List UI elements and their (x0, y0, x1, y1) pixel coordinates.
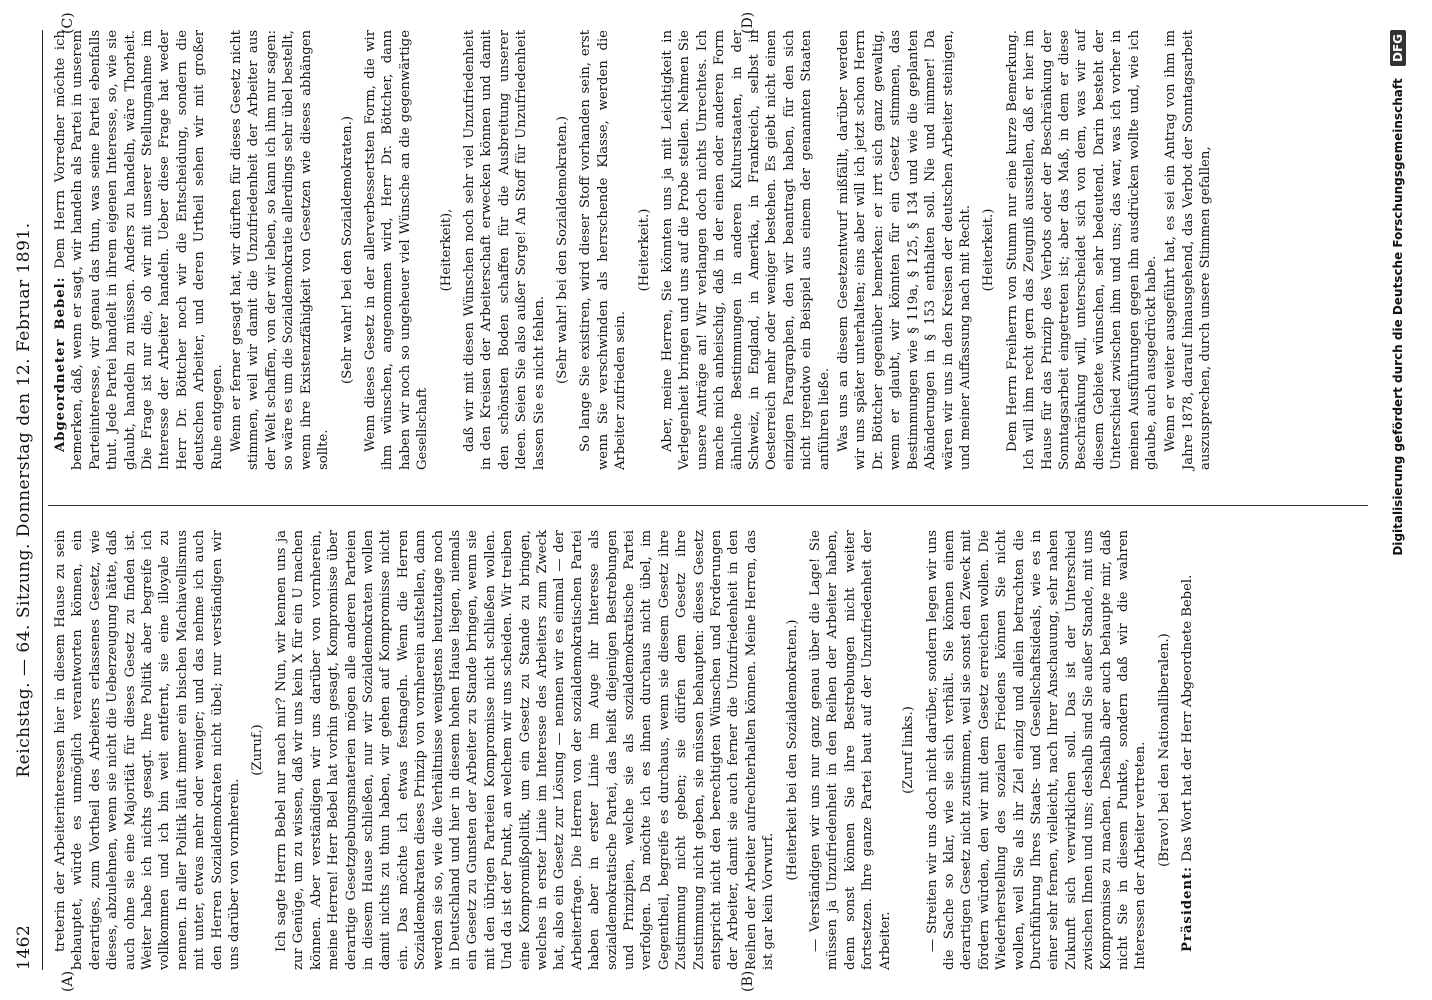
paragraph: Dem Herrn Freiherrn von Stumm nur eine kurze Bemerkung. Ich will ihm recht gern das Zeugniß ausstellen, daß er hier im Hause für das Prinzip des Verbots oder der Beschränkung der Sonntagsarbeit eingetreten ist; aber das Maß, in dem er diese Beschränkung will, unterscheidet sich von dem, was wir auf diesem Gebiete wünschen, sehr bedeutend. Darin besteht der Unterschied zwischen ihm und uns; das war, was ich vorher in meinen Ausführungen gegen ihn ausdrücken wollte und, wie ich glaube, auch ausgedrückt habe. (1004, 30, 1159, 470)
speaker-label: Präsident: (1180, 865, 1196, 952)
stage-direction: (Zuruf.) (250, 724, 266, 776)
paragraph: Ich sagte Herrn Bebel nur nach mir? Nun, wir kennen uns ja zur Genüge, um zu wissen, daß wir uns kein X für ein U machen können. Aber verständigen wir uns darüber von vornherein, meine Herren! Herr Bebel hat vorhin gesagt, Kompromisse über derartige Gesetzgebungsmaterien mögen alle anderen Parteien in diesem Hause schließen, nur wir Sozialdemokraten wollen damit nichts zu thun haben, wir gehen auf Kompromisse nicht ein. Das möchte ich etwas festnageln. Wenn die Herren Sozialdemokraten dieses Prinzip von vornherein aufstellen, dann werden sie so, wie die Verhältnisse wenigstens heutzutage noch in Deutschland und hier in diesem hohen Hause liegen, niemals ein Gesetz zu Gunsten der Arbeiter zu Stande bringen, wenn sie mit den übrigen Parteien Kompromisse nicht schließen wollen. Und da ist der Punkt, an welchem wir uns scheiden. Wir treiben eine Kompromißpolitik, um ein Gesetz zu Stande zu bringen, welches in erster Linie im Interesse des Arbeiters zum Zweck hat, also ein Gesetz zur Lösung — nennen wir es einmal — der Arbeiterfrage. Die Herren von der sozialdemokratischen Partei haben aber in erster Linie im Auge ihr Interesse als sozialdemokratische Partei, das heißt diejenigen Bestrebungen und Prinzipien, welche sie als sozialdemokratische Partei verfolgen. Da möchte ich es ihnen durchaus nicht übel, im Gegentheil, begreife es durchaus, wenn sie diesem Gesetz ihre Zustimmung nicht geben; sie dürfen dem Gesetz ihre Zustimmung nicht geben, sie müssen behaupten: dieses Gesetz entspricht nicht den berechtigten Wünschen und Forderungen der Arbeiter, damit sie auch ferner die Unzufriedenheit in den Reihen der Arbeiter aufrechterhalten können. Meine Herren, das ist gar kein Vorwurf. (273, 530, 777, 970)
paragraph: Aber, meine Herren, Sie könnten uns ja mit Leichtigkeit in Verlegenheit bringen und uns auf die Probe stellen. Nehmen Sie unsere Anträge an! Wir verlangen doch nichts Unrechtes. Ich mache mich anheischig, daß in der einen oder anderen Form ähnliche Bestimmungen in anderen Kulturstaaten, in der Schweiz, in England, in Amerika, in Frankreich, selbst in Oesterreich mehr oder weniger bestehen. Es giebt nicht einen einzigen Paragraphen, den wir beantragt haben, für den sich nicht irgendwo ein Beispiel aus einem der genannten Staaten anführen ließe. (660, 30, 832, 470)
paragraph: daß wir mit diesen Wünschen noch sehr viel Unzufriedenheit in den Kreisen der Arbeiterschaft erwecken können und damit den schönsten Boden schaffen für die Ausbreitung unserer Ideen. Seien Sie also außer Sorge! An Stoff für Unzufriedenheit lassen Sie es nicht fehlen. (461, 30, 547, 470)
speech-text: Das Wort hat der Herr Abgeordnete Bebel. (1180, 574, 1196, 862)
paragraph: treterin der Arbeiterinteressen hier in diesem Hause zu sein behauptet, würde es unmöglich verantworten können, ein derartiges, zum Vortheil des Arbeiters erlassenes Gesetz, wie dieses, abzulehnen, wenn sie nicht die Ueberzeugung hätte, daß auch ohne sie eine Majorität für dieses Gesetz zu finden ist. Weiter habe ich nichts gesagt. Ihre Politik aber begreife ich vollkommen und ich bin weit entfernt, sie eine illoyale zu nennen. In aller Politik läuft immer ein bischen Machiavellismus mit unter, etwas mehr oder weniger; und das nehme ich auch den Herren Sozialdemokraten nicht übel; nur verständigen wir uns darüber von vornherein. (53, 530, 243, 970)
speaker-label: Abgeordneter Bebel: (53, 276, 68, 452)
margin-marker-c: (C) (60, 12, 76, 34)
stage-direction: (Heiterkeit.) (636, 208, 652, 292)
margin-marker-d: (D) (740, 11, 756, 34)
stage-direction: (Heiterkeit.) (981, 208, 997, 292)
paragraph: So lange Sie existiren, wird dieser Stoff vorhanden sein, erst wenn Sie verschwinden als herrschende Klasse, werden die Arbeiter zufrieden sein. (578, 30, 629, 470)
stage-direction: (Heiterkeit), (438, 208, 454, 292)
speech-text: Dem Herrn Vorredner möchte ich bemerken, daß, wenn er sagt, wir handeln als Partei in unserem Parteiinteresse, wir genau das thun, was seine Partei ebenfalls thut. Jede Partei handelt in ihrem eigenen Interesse, so, wie sie glaubt, handeln zu müssen. Anders zu handeln, wäre Thorheit. Die Frage ist nur die, ob wir mit unserer Stellungnahme im Interesse der Arbeiter handeln. Ueber diese Frage hat weder Herr Dr. Böttcher noch wir die Entscheidung, sondern die deutschen Arbeiter, und deren Urtheil sehen wir mit großer Ruhe entgegen. (53, 30, 225, 470)
left-column (52, 530, 1199, 970)
header-rule (42, 30, 43, 970)
stage-direction: (Bravo! bei den Nationalliberalen.) (1156, 633, 1172, 867)
stage-direction: (Heiterkeit bei den Sozialdemokraten.) (784, 619, 800, 881)
president-paragraph (1179, 530, 1196, 970)
digitization-footer (1390, 30, 1406, 970)
paragraph: — Streiten wir uns doch nicht darüber, sondern legen wir uns die Sache so klar, wie sie sich verhält. Sie können einem derartigen Gesetz nicht zustimmen, weil sie sonst den Zweck mit fördern würden, den wir mit dem Gesetz erreichen wollen. Die Wiederherstellung des sozialen Friedens können Sie nicht wollen, weil Sie als ihr Ziel einzig und allein betrachten die Durchführung Ihres Staats- und Gesellschaftsideals, wie es in einer sehr fernen, vielleicht, nach Ihrer Anschauung, sehr nahen Zukunft sich verwirklichen soll. Das ist der Unterschied zwischen Ihnen und uns; deshalb sind Sie außer Stande, mit uns Kompromisse zu machen. Deshalb aber auch behaupte mir, daß nicht Sie in diesem Punkte, sondern daß wir die wahren Interessen der Arbeiter vertreten. (924, 530, 1149, 970)
digitization-note: Digitalisierung gefördert durch die Deutsche Forschungsgemeinschaft (1391, 78, 1405, 556)
dfg-logo: DFG (1390, 30, 1406, 66)
speaker-paragraph (52, 30, 226, 470)
paragraph: Wenn dieses Gesetz in der allerverbessertsten Form, die wir ihm wünschen, angenommen wird, Herr Dr. Böttcher, dann haben wir noch so ungeheuer viel Wünsche an die gegenwärtige Gesellschaft (362, 30, 431, 470)
stage-direction: (Sehr wahr! bei den Sozialdemokraten.) (339, 116, 355, 384)
paragraph: Wenn er ferner gesagt hat, wir dürften für dieses Gesetz nicht stimmen, weil wir damit die Unzufriedenheit der Arbeiter aus der Welt schaffen, von der wir leben, so kann ich ihm nur sagen: so wäre es um die Sozialdemokratie allerdings sehr übel bestellt, wenn ihre Existenzfähigkeit von Gesetzen wie dieses abhängen sollte. (229, 30, 332, 470)
running-title: Reichstag. — 64. Sitzung. Donnerstag den 12. Februar 1891. (14, 222, 34, 778)
stage-direction: (Sehr wahr! bei den Sozialdemokraten.) (554, 116, 570, 384)
page-header (14, 30, 40, 970)
paragraph: Was uns an diesem Gesetzentwurf mißfällt, darüber werden wir uns später unterhalten; eins aber will ich jetzt schon Herrn Dr. Böttcher gegenüber bemerken: er irrt sich ganz gewaltig, wenn er glaubt, wir könnten für ein Gesetz stimmen, das Bestimmungen wie § 119a, § 125, § 134 und wie die geplanten Abänderungen in § 153 enthalten soll. Nie und nimmer! Da wären wir uns in den Kreisen der deutschen Arbeiter steinigen, und meiner Auffassung nach mit Recht. (836, 30, 973, 470)
column-divider (48, 505, 1368, 506)
margin-marker-b: (B) (740, 970, 756, 992)
right-column (52, 30, 1217, 470)
paragraph: Wenn er weiter ausgeführt hat, es sei ein Antrag von ihm im Jahre 1878, darauf hinausgehend, das Verbot der Sonntagsarbeit auszusprechen, durch unsere Stimmen gefallen, (1163, 30, 1214, 470)
margin-marker-a: (A) (60, 970, 76, 992)
paragraph: — Verständigen wir uns nur ganz genau über die Lage! Sie müssen ja Unzufriedenheit in den Reihen der Arbeiter haben, denn sonst können Sie ihre Bestrebungen nicht weiter fortsetzen. Ihre ganze Partei baut auf der Unzufriedenheit der Arbeiter. (808, 530, 893, 970)
page-number: 1462 (14, 924, 34, 970)
stage-direction: (Zuruf links.) (901, 706, 917, 794)
